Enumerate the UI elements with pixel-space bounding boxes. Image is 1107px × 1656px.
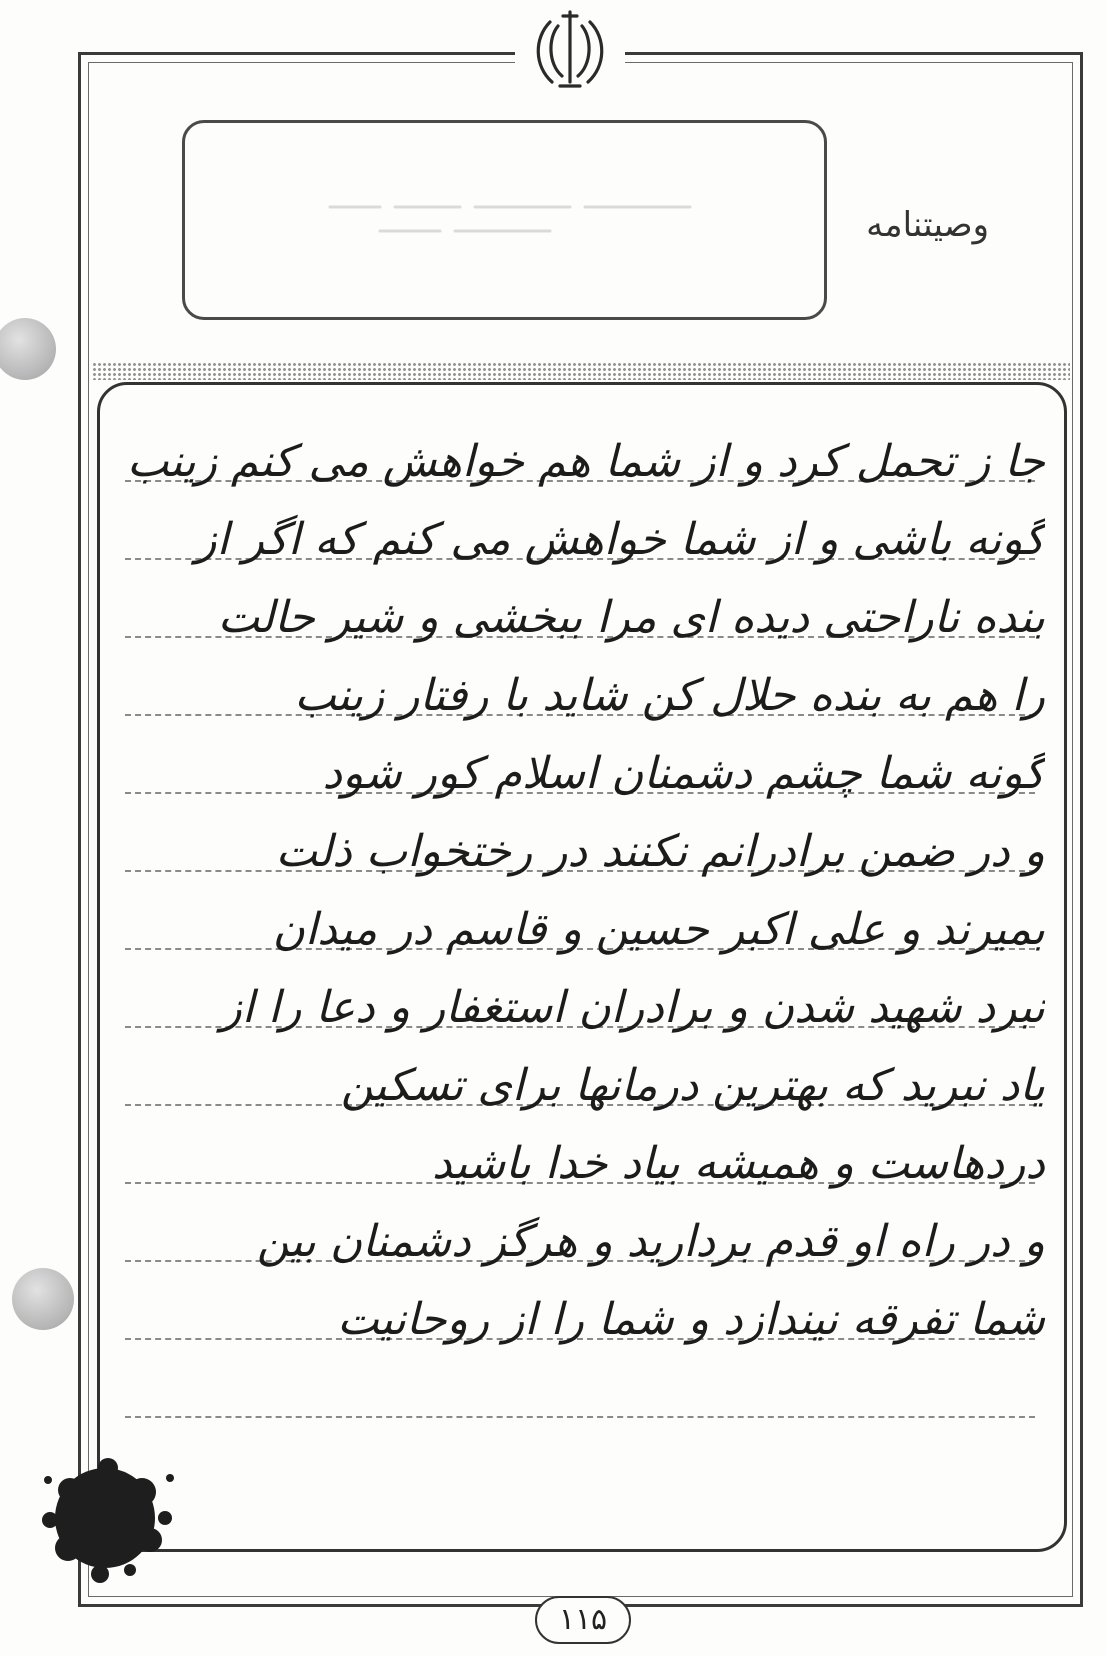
handwritten-line: را هم به بنده حلال کن شاید با رفتار زینب xyxy=(294,670,1045,721)
punch-hole xyxy=(12,1268,74,1330)
handwritten-line: و در ضمن برادرانم نکنند در رختخواب ذلت xyxy=(275,826,1045,877)
handwritten-line: نبرد شهید شدن و برادران استغفار و دعا را از xyxy=(220,982,1045,1033)
handwritten-line: شما تفرقه نیندازد و شما را از روحانیت xyxy=(337,1294,1045,1345)
page-number: ۱۱۵ xyxy=(535,1596,631,1644)
handwritten-line: بمیرند و علی اکبر حسین و قاسم در میدان xyxy=(272,904,1045,955)
handwritten-line: گونه شما چشم دشمنان اسلام کور شود xyxy=(322,748,1045,799)
handwritten-line: و در راه او قدم بردارید و هرگز دشمنان بین xyxy=(256,1216,1045,1267)
ink-blot xyxy=(30,1440,180,1590)
handwritten-line: گونه باشی و از شما خواهش می کنم که اگر از xyxy=(195,514,1045,565)
iran-emblem-icon xyxy=(520,0,620,100)
rule-line xyxy=(125,1416,1035,1418)
header-title: وصیتنامه xyxy=(866,205,989,245)
punch-hole xyxy=(0,318,56,380)
handwritten-line: یاد نبرید که بهترین درمانها برای تسکین xyxy=(340,1060,1045,1111)
handwritten-line: بنده ناراحتی دیده ای مرا ببخشی و شیر حالت xyxy=(217,592,1045,643)
handwritten-line: جا ز تحمل کرد و از شما هم خواهش می کنم زینب xyxy=(126,436,1045,487)
handwritten-line: دردهاست و همیشه بیاد خدا باشید xyxy=(432,1138,1045,1189)
dotted-divider xyxy=(92,362,1070,380)
faint-printed-text xyxy=(320,195,700,245)
